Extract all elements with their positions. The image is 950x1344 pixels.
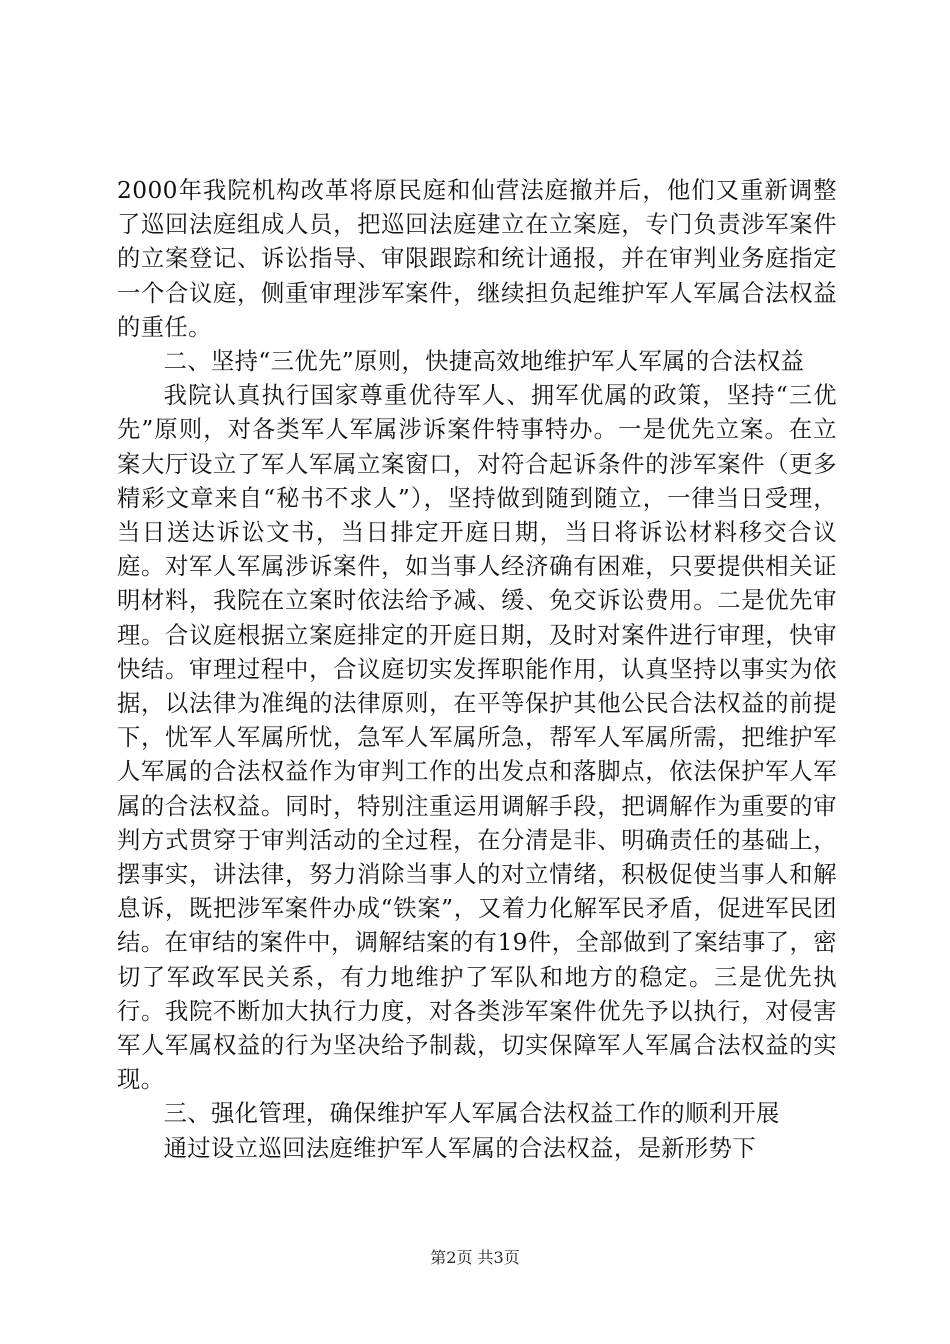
page-footer bbox=[0, 1248, 950, 1268]
section-heading-2: 二、坚持“三优先”原则，快捷高效地维护军人军属的合法权益 bbox=[163, 348, 805, 376]
document-body bbox=[117, 174, 837, 1166]
page-number-label: 第2页 共3页 bbox=[430, 1248, 520, 1267]
section-heading-3: 三、强化管理，确保维护军人军属合法权益工作的顺利开展 bbox=[163, 1100, 780, 1128]
paragraph-2: 我院认真执行国家尊重优待军人、拥军优属的政策，坚持“三优先”原则，对各类军人军属涉诉案件特事特办。一是优先立案。在立案大厅设立了军人军属立案窗口，对符合起诉条件的涉军案件（更多精彩文章来自“秘书不求人”），坚持做到随到随立，一律当日受理，当日送达诉讼文书，当日排定开庭日期，当日将诉讼材料移交合议庭。对军人军属涉诉案件，如当事人经济确有困难，只要提供相关证明材料，我院在立案时依法给予减、缓、免交诉讼费用。二是优先审理。合议庭根据立案庭排定的开庭日期，及时对案件进行审理，快审快结。审理过程中，合议庭切实发挥职能作用，认真坚持以事实为依据，以法律为准绳的法律原则，在平等保护其他公民合法权益的前提下，忧军人军属所忧，急军人军属所急，帮军人军属所需，把维护军人军属的合法权益作为审判工作的出发点和落脚点，依法保护军人军属的合法权益。同时，特别注重运用调解手段，把调解作为重要的审判方式贯穿于审判活动的全过程，在分清是非、明确责任的基础上，摆事实，讲法律，努力消除当事人的对立情绪，积极促使当事人和解息诉，既把涉军案件办成“铁案”，又着力化解军民矛盾，促进军民团结。在审结的案件中，调解结案的有19件，全部做到了案结事了，密切了军政军民关系，有力地维护了军队和地方的稳定。三是优先执行。我院不断加大执行力度，对各类涉军案件优先予以执行，对侵害军人军属权益的行为坚决给予制裁，切实保障军人军属合法权益的实现。 bbox=[117, 382, 837, 1094]
paragraph-3: 通过设立巡回法庭维护军人军属的合法权益，是新形势下 bbox=[163, 1134, 757, 1162]
paragraph-1: 2000年我院机构改革将原民庭和仙营法庭撤并后，他们又重新调整了巡回法庭组成人员，把巡回法庭建立在立案庭，专门负责涉军案件的立案登记、诉讼指导、审限跟踪和统计通报，并在审判业务庭指定一个合议庭，侧重审理涉军案件，继续担负起维护军人军属合法权益的重任。 bbox=[117, 177, 837, 341]
